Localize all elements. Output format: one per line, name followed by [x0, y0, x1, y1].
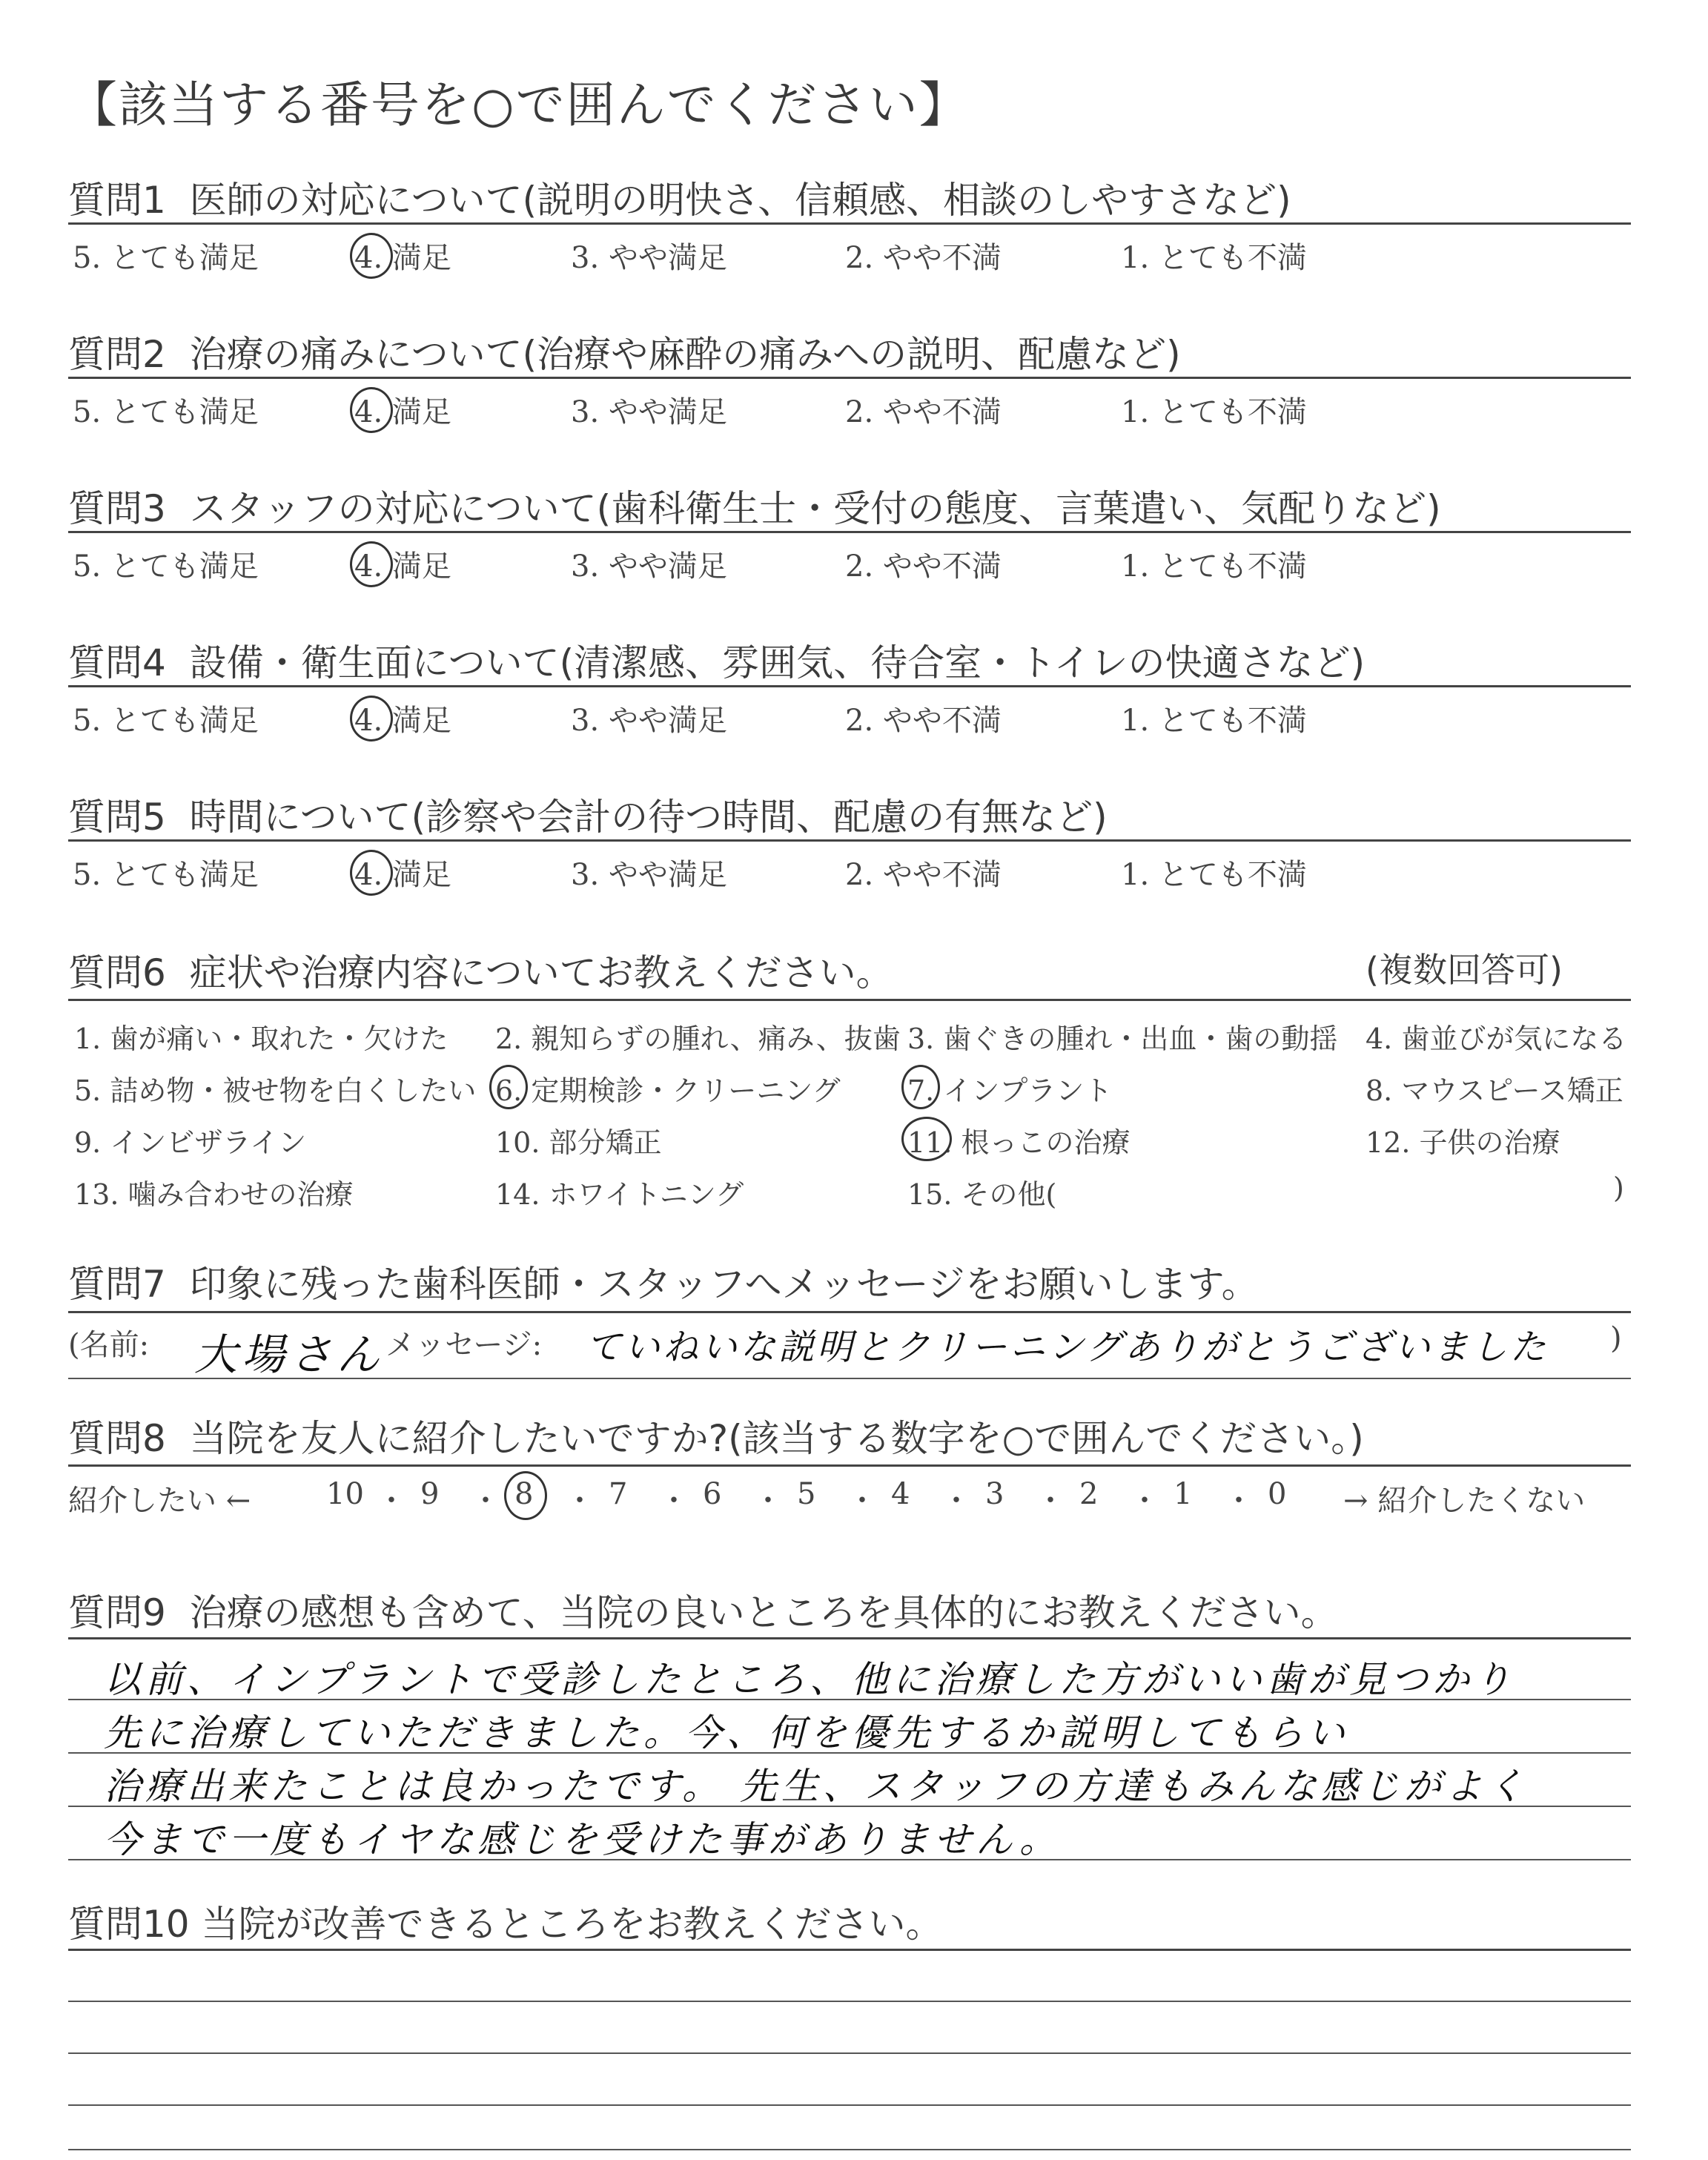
q5-divider	[68, 839, 1631, 842]
q8-scale-number[interactable]: 10	[326, 1477, 364, 1511]
q2-divider	[68, 377, 1631, 379]
q9-label: 質問9 治療の感想も含めて、当院の良いところを具体的にお教えください。	[68, 1591, 1338, 1634]
q9-answer-line: 以前、インプラントで受診したところ、他に治療した方がいい歯が見つかり	[104, 1658, 1515, 1701]
q9-writing-line	[68, 1859, 1631, 1860]
q7-name-label: (名前:	[68, 1328, 150, 1362]
q3-option[interactable]: 5. とても満足	[73, 549, 259, 584]
q1-option[interactable]: 4. 満足	[354, 241, 451, 275]
q6-option[interactable]: 6. 定期検診・クリーニング	[495, 1074, 841, 1107]
q10-line-2	[68, 2052, 1631, 2054]
q2-option[interactable]: 1. とても不満	[1121, 395, 1307, 429]
q4-divider	[68, 685, 1631, 687]
q8-scale-dot: ・	[1036, 1484, 1065, 1518]
q3-option[interactable]: 3. やや満足	[571, 549, 727, 584]
q6-option[interactable]: 7. インプラント	[907, 1074, 1113, 1107]
q4-label: 質問4 設備・衛生面について(清潔感、雰囲気、待合室・トイレの快適さなど)	[68, 641, 1366, 684]
q3-label: 質問3 スタッフの対応について(歯科衛生士・受付の態度、言葉遣い、気配りなど)	[68, 487, 1441, 530]
q4-option[interactable]: 4. 満足	[354, 704, 451, 738]
q2-label: 質問2 治療の痛みについて(治療や麻酔の痛みへの説明、配慮など)	[68, 333, 1181, 376]
q8-scale-dot: ・	[753, 1484, 783, 1518]
q8-scale-number[interactable]: 0	[1268, 1477, 1287, 1511]
q6-selection-circle	[901, 1117, 952, 1161]
q8-scale-number[interactable]: 3	[985, 1477, 1004, 1511]
q10-line-3	[68, 2104, 1631, 2106]
q6-option[interactable]: 3. 歯ぐきの腫れ・出血・歯の動揺	[907, 1023, 1338, 1055]
q1-option[interactable]: 5. とても満足	[73, 241, 259, 275]
q8-scale-dot: ・	[1130, 1484, 1159, 1518]
q8-scale-dot: ・	[565, 1484, 595, 1518]
q5-label: 質問5 時間について(診察や会計の待つ時間、配慮の有無など)	[68, 796, 1108, 839]
q6-option[interactable]: )	[1613, 1172, 1624, 1204]
q8-label: 質問8 当院を友人に紹介したいですか?(該当する数字を○で囲んでください。)	[68, 1417, 1364, 1460]
q8-scale-number[interactable]: 2	[1079, 1477, 1099, 1511]
q8-scale-dot: ・	[659, 1484, 689, 1518]
q6-selection-circle	[489, 1065, 528, 1109]
q10-line-1	[68, 2001, 1631, 2002]
q5-selection-circle	[350, 850, 393, 896]
q8-scale-dot: ・	[941, 1484, 971, 1518]
q6-option[interactable]: 14. ホワイトニング	[495, 1178, 744, 1211]
q6-option[interactable]: 5. 詰め物・被せ物を白くしたい	[74, 1074, 477, 1107]
q8-scale-number[interactable]: 1	[1174, 1477, 1193, 1511]
q8-scale-number[interactable]: 4	[891, 1477, 910, 1511]
q4-option[interactable]: 2. やや不満	[845, 704, 1002, 738]
q6-option[interactable]: 13. 噛み合わせの治療	[74, 1178, 354, 1211]
q3-option[interactable]: 4. 満足	[354, 549, 451, 584]
q6-selection-circle	[901, 1065, 940, 1109]
q1-option[interactable]: 1. とても不満	[1121, 241, 1307, 275]
q8-scale-number[interactable]: 6	[703, 1477, 722, 1511]
q8-scale-number[interactable]: 5	[797, 1477, 816, 1511]
q9-answer-line: 先に治療していただきました。今、何を優先するか説明してもらい	[104, 1711, 1349, 1754]
q9-writing-line	[68, 1806, 1631, 1807]
q5-option[interactable]: 4. 満足	[354, 858, 451, 892]
q2-option[interactable]: 4. 満足	[354, 395, 451, 429]
q8-scale-dot: ・	[377, 1484, 406, 1518]
q3-option[interactable]: 2. やや不満	[845, 549, 1002, 584]
q10-line-4	[68, 2149, 1631, 2150]
q1-option[interactable]: 3. やや満足	[571, 241, 727, 275]
q10-divider	[68, 1949, 1631, 1951]
q6-option[interactable]: 11. 根っこの治療	[907, 1126, 1131, 1159]
q9-writing-line	[68, 1699, 1631, 1700]
q8-scale-dot: ・	[847, 1484, 877, 1518]
q9-divider	[68, 1637, 1631, 1639]
q5-option[interactable]: 3. やや満足	[571, 858, 727, 892]
q7-label: 質問7 印象に残った歯科医師・スタッフへメッセージをお願いします。	[68, 1263, 1259, 1306]
q4-option[interactable]: 3. やや満足	[571, 704, 727, 738]
q8-selection-circle	[504, 1471, 547, 1520]
q5-option[interactable]: 2. やや不満	[845, 858, 1002, 892]
q6-option[interactable]: 8. マウスピース矯正	[1366, 1074, 1623, 1107]
q4-selection-circle	[350, 696, 393, 742]
q2-option[interactable]: 5. とても満足	[73, 395, 259, 429]
q6-option[interactable]: 4. 歯並びが気になる	[1366, 1023, 1627, 1055]
form-heading: 【該当する番号を○で囲んでください】	[68, 76, 970, 133]
q8-right-label: → 紹介したくない	[1343, 1484, 1586, 1518]
q1-option[interactable]: 2. やや不満	[845, 241, 1002, 275]
q7-message-value: ていねいな説明とクリーニングありがとうございました	[586, 1327, 1549, 1368]
q3-option[interactable]: 1. とても不満	[1121, 549, 1307, 584]
q6-option[interactable]: 9. インビザライン	[74, 1126, 307, 1159]
q7-message-label: メッセージ:	[385, 1328, 543, 1362]
q6-option[interactable]: 15. その他(	[907, 1178, 1057, 1211]
q7-underline	[68, 1378, 1631, 1379]
q6-label: 質問6 症状や治療内容についてお教えください。	[68, 951, 893, 994]
q1-selection-circle	[350, 233, 393, 279]
q4-option[interactable]: 1. とても不満	[1121, 704, 1307, 738]
q6-option[interactable]: 2. 親知らずの腫れ、痛み、抜歯	[495, 1023, 901, 1055]
q6-option[interactable]: 10. 部分矯正	[495, 1126, 662, 1159]
q6-divider	[68, 999, 1631, 1001]
q9-answer-line: 治療出来たことは良かったです。 先生、スタッフの方達もみんな感じがよく	[104, 1765, 1529, 1808]
q2-selection-circle	[350, 387, 393, 433]
q8-scale-dot: ・	[471, 1484, 500, 1518]
q6-option[interactable]: 12. 子供の治療	[1366, 1126, 1560, 1159]
q8-left-label: 紹介したい ←	[68, 1484, 251, 1518]
q5-option[interactable]: 1. とても不満	[1121, 858, 1307, 892]
q8-scale-dot: ・	[1224, 1484, 1254, 1518]
q3-divider	[68, 531, 1631, 533]
q8-scale-number[interactable]: 7	[609, 1477, 628, 1511]
q8-divider	[68, 1464, 1631, 1467]
q3-selection-circle	[350, 541, 393, 587]
q10-label: 質問10 当院が改善できるところをお教えください。	[68, 1903, 943, 1946]
q7-name-value: 大場さん	[194, 1330, 385, 1380]
q2-option[interactable]: 2. やや不満	[845, 395, 1002, 429]
q4-option[interactable]: 5. とても満足	[73, 704, 259, 738]
q7-close: )	[1610, 1321, 1622, 1355]
q9-writing-line	[68, 1752, 1631, 1754]
q8-scale-number[interactable]: 9	[420, 1477, 440, 1511]
q1-divider	[68, 222, 1631, 225]
q7-divider	[68, 1311, 1631, 1313]
q5-option[interactable]: 5. とても満足	[73, 858, 259, 892]
q1-label: 質問1 医師の対応について(説明の明快さ、信頼感、相談のしやすさなど)	[68, 179, 1291, 222]
q6-note: (複数回答可)	[1366, 950, 1563, 990]
q8-scale-number[interactable]: 8	[514, 1477, 534, 1511]
q2-option[interactable]: 3. やや満足	[571, 395, 727, 429]
q6-option[interactable]: 1. 歯が痛い・取れた・欠けた	[74, 1023, 448, 1055]
q9-answer-line: 今まで一度もイヤな感じを受けた事がありません。	[104, 1818, 1061, 1861]
